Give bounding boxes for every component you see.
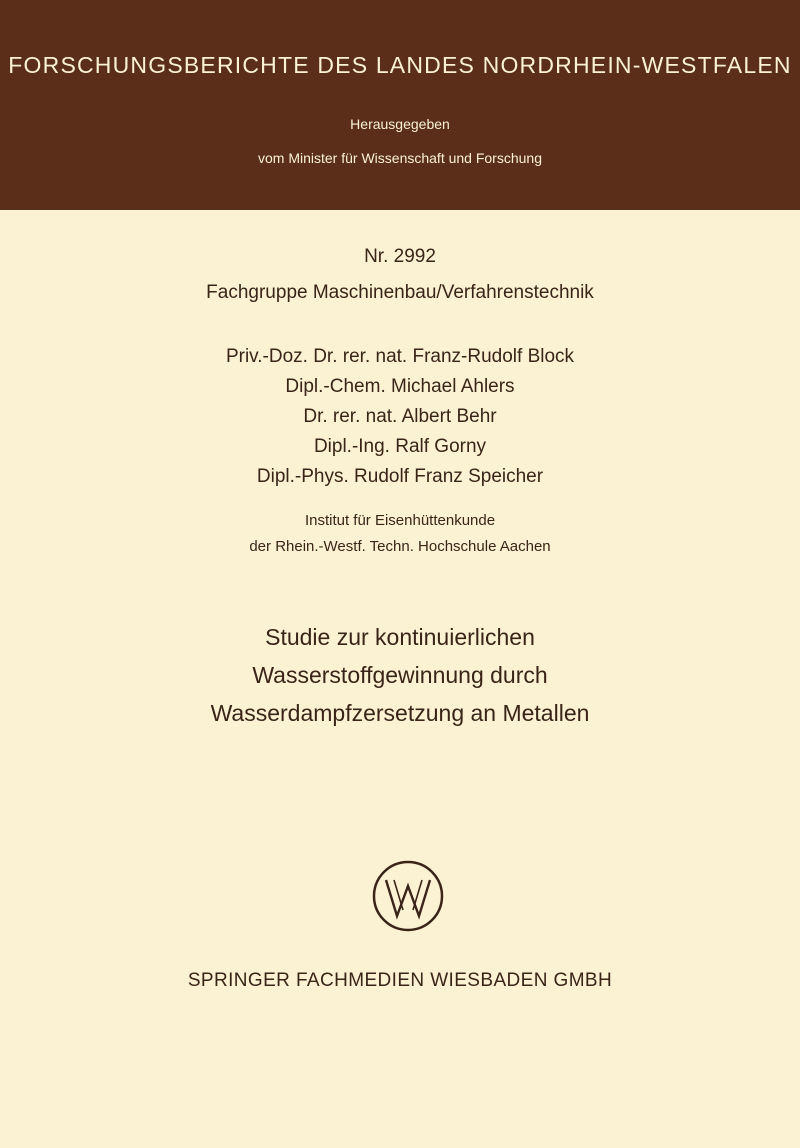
- book-title-line-2: Wasserstoffgewinnung durch: [252, 662, 548, 688]
- author-5: Dipl.-Phys. Rudolf Franz Speicher: [256, 466, 544, 487]
- publisher-name: SPRINGER FACHMEDIEN WIESBADEN GMBH: [187, 970, 613, 991]
- springer-logo-icon: [372, 860, 444, 932]
- institute-line-1: Institut für Eisenhüttenkunde: [304, 512, 496, 529]
- institute-line-2: der Rhein.-Westf. Techn. Hochschule Aachen: [249, 538, 551, 555]
- author-3: Dr. rer. nat. Albert Behr: [303, 406, 497, 427]
- book-title-line-3: Wasserdampfzersetzung an Metallen: [210, 700, 590, 726]
- cover-body: [0, 210, 800, 1148]
- editor-label: Herausgegeben: [350, 116, 450, 132]
- series-header: [0, 0, 800, 210]
- subject-group: Fachgruppe Maschinenbau/Verfahrenstechnik: [206, 282, 594, 303]
- book-title-line-1: Studie zur kontinuierlichen: [265, 624, 535, 650]
- author-2: Dipl.-Chem. Michael Ahlers: [285, 376, 515, 397]
- series-title: FORSCHUNGSBERICHTE DES LANDES NORDRHEIN-WESTFALEN: [8, 52, 792, 78]
- author-1: Priv.-Doz. Dr. rer. nat. Franz-Rudolf Block: [225, 346, 575, 367]
- author-4: Dipl.-Ing. Ralf Gorny: [313, 436, 487, 457]
- report-number: Nr. 2992: [364, 246, 436, 267]
- editor-name: vom Minister für Wissenschaft und Forschung: [258, 150, 542, 166]
